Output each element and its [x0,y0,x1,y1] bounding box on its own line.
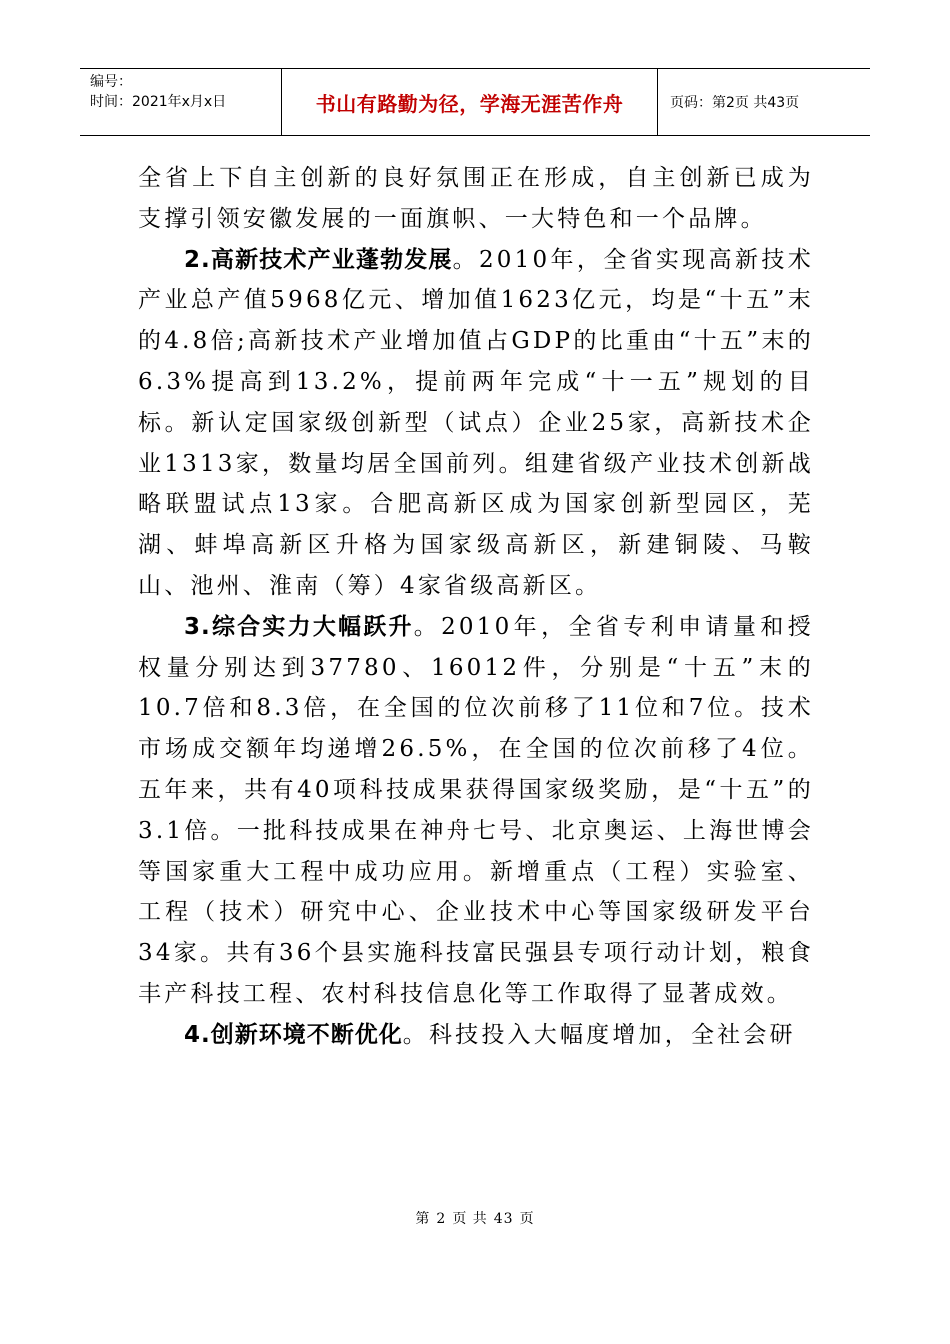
paragraph-text: 全省上下自主创新的良好氛围正在形成，自主创新已成为支撑引领安徽发展的一面旗帜、一大特色和一个品牌。 [138,165,814,232]
doc-number-label: 编号： [90,74,132,90]
footer-suffix: 页 [519,1211,535,1227]
header-meta [80,69,282,135]
paragraph-4 [138,1015,814,1056]
footer-mid: 页 共 [452,1211,488,1227]
paragraph-text: 。2010年，全省实现高新技术产业总产值5968亿元、增加值1623亿元，均是“十五”末的4.8倍;高新技术产业增加值占GDP的比重由“十五”末的6.3%提高到13.2%，提前两年完成“十一五”规划的目标。新认定国家级创新型（试点）企业25家，高新技术企业1313家，数量均居全国前列。组建省级产业技术创新战略联盟试点13家。合肥高新区成为国家创新型园区，芜湖、蚌埠高新区升格为国家级高新区，新建铜陵、马鞍山、池州、淮南（筹）4家省级高新区。 [138,246,814,599]
doc-time-label: 时间：2021年x月x日 [90,94,227,110]
footer-page-total: 43 [493,1211,514,1227]
paragraph-1 [138,158,814,240]
footer-page-number: 2 [436,1211,447,1227]
footer-prefix: 第 [415,1211,431,1227]
paragraph-3 [138,607,814,1015]
section-heading: 2.高新技术产业蓬勃发展 [184,246,453,273]
document-body [138,158,814,1056]
header-motto: 书山有路勤为径，学海无涯苦作舟 [282,69,658,135]
page-header [80,68,870,136]
header-page-info: 页码：第2页 共43页 [670,95,800,111]
section-heading: 3.综合实力大幅跃升 [184,613,414,640]
paragraph-text: 。科技投入大幅度增加，全社会研 [402,1021,796,1048]
section-heading: 4.创新环境不断优化 [184,1021,403,1048]
paragraph-2 [138,240,814,607]
paragraph-text: 。2010年，全省专利申请量和授权量分别达到37780、16012件，分别是“十五”末的10.7倍和8.3倍，在全国的位次前移了11位和7位。技术市场成交额年均递增26.5%，在全国的位次前移了4位。五年来，共有40项科技成果获得国家级奖励，是“十五”的3.1倍。一批科技成果在神舟七号、北京奥运、上海世博会等国家重大工程中成功应用。新增重点（工程）实验室、工程（技术）研究中心、企业技术中心等国家级研发平台34家。共有36个县实施科技富民强县专项行动计划，粮食丰产科技工程、农村科技信息化等工作取得了显著成效。 [138,613,815,1007]
page-footer [0,1208,950,1228]
